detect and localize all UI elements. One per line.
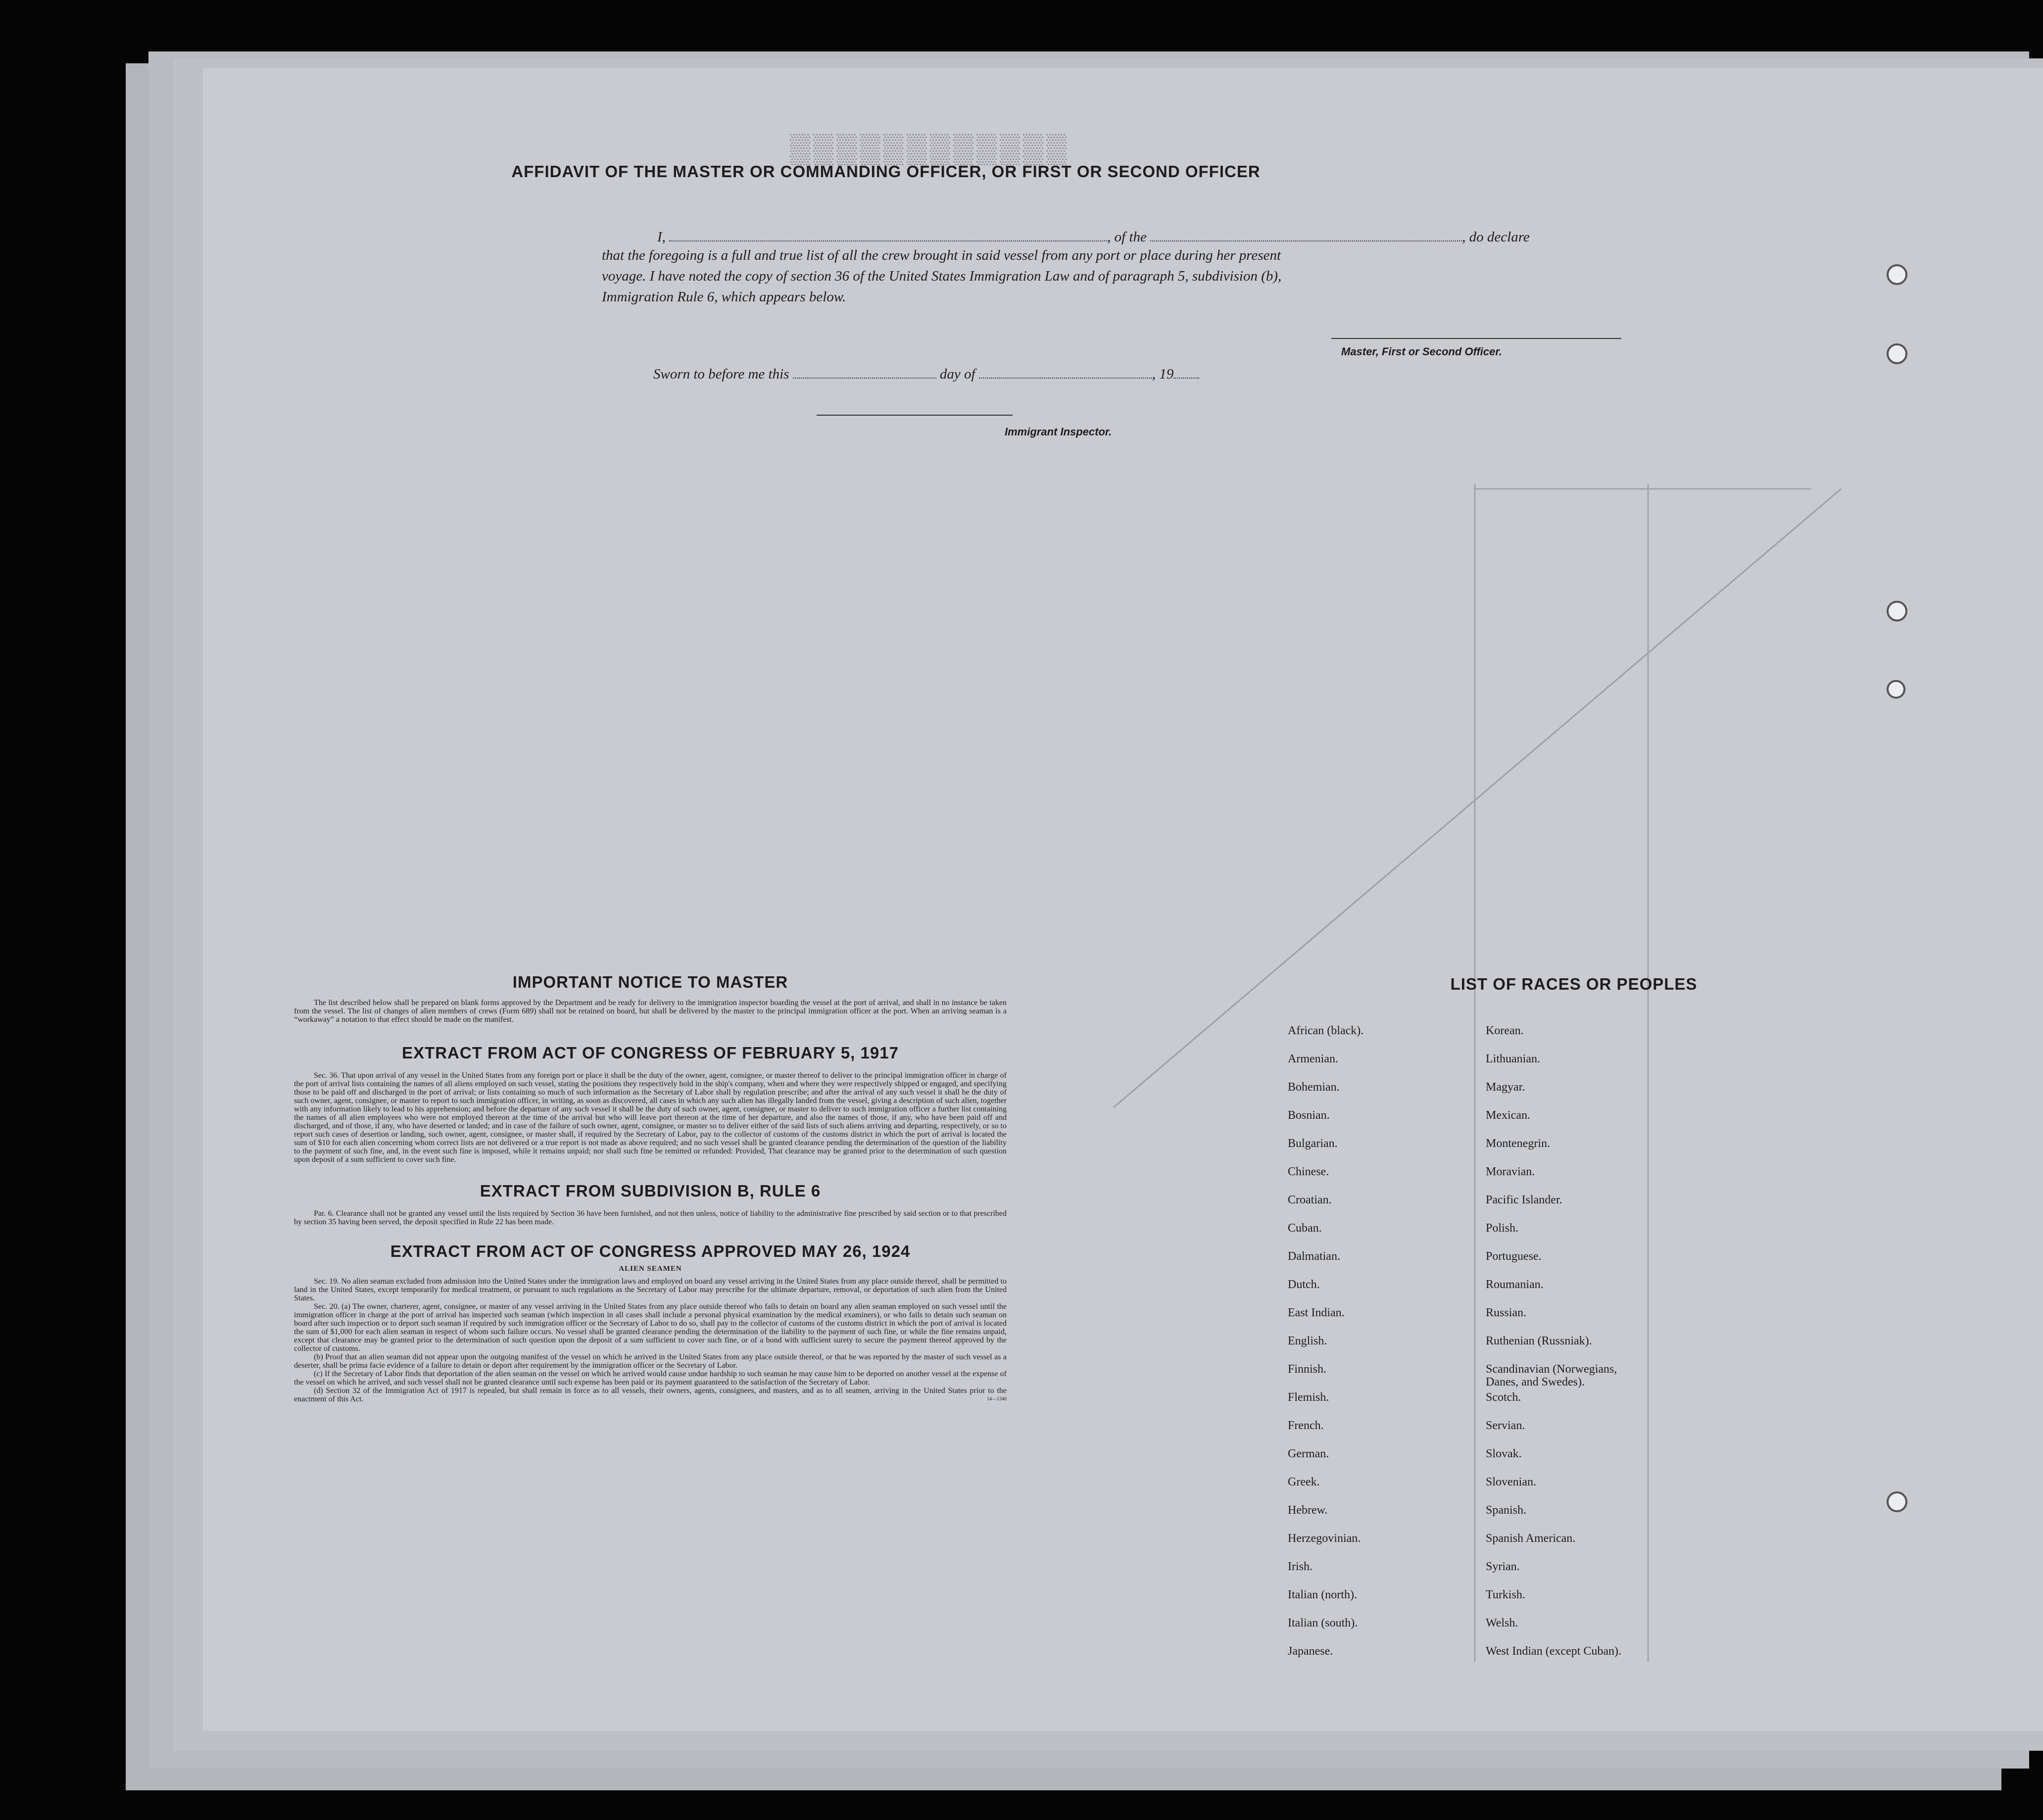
sec20c-text: (c) If the Secretary of Labor finds that deportation of the alien seaman on the vessel on which he arrived would cause undue hardship to such seaman he may cause him to be deported on another vessel at the expense of the vessel on which he arrived, and such vessel shall not be granted clearance until such expense has been paid or its payment guaranteed to the satisfaction of the Secretary of Labor. xyxy=(294,1370,1007,1387)
declarant-name-field[interactable] xyxy=(669,226,1107,241)
extract-1924-title: EXTRACT FROM ACT OF CONGRESS APPROVED MAY 26, 1924 xyxy=(390,1242,911,1260)
extract-rule6-body: Par. 6. Clearance shall not be granted any vessel until the lists required by Section 36 have been furnished, and not then unless, notice of liability to the administrative fine prescribed by said section or to that prescribed by section 35 having been served, the deposit specified in Rule 22 has been made. xyxy=(294,1209,1007,1226)
extract-1917-title: EXTRACT FROM ACT OF CONGRESS OF FEBRUARY 5, 1917 xyxy=(402,1044,899,1062)
extract-rule6-title: EXTRACT FROM SUBDIVISION B, RULE 6 xyxy=(480,1182,821,1200)
race-item: Welsh. xyxy=(1486,1617,1518,1629)
race-item: Portuguese. xyxy=(1486,1250,1542,1263)
race-item: Cuban. xyxy=(1288,1222,1322,1235)
race-item: German. xyxy=(1288,1447,1329,1460)
master-signature-label: Master, First or Second Officer. xyxy=(1341,345,1502,358)
race-item: Greek. xyxy=(1288,1476,1320,1488)
race-item: Bohemian. xyxy=(1288,1081,1340,1094)
races-column-1 xyxy=(1288,1024,1476,1673)
race-item: Bulgarian. xyxy=(1288,1137,1338,1150)
affidavit-title: AFFIDAVIT OF THE MASTER OR COMMANDING OFFICER, OR FIRST OR SECOND OFFICER xyxy=(511,162,1261,181)
form-number: 14—1340 xyxy=(987,1396,1007,1402)
do-declare-label: , do declare xyxy=(1462,229,1530,245)
race-item: Hebrew. xyxy=(1288,1504,1328,1517)
race-item: Pacific Islander. xyxy=(1486,1194,1562,1206)
race-item: East Indian. xyxy=(1288,1306,1345,1319)
race-item: Dalmatian. xyxy=(1288,1250,1340,1263)
race-item: Scandinavian (Norwegians, Danes, and Swedes). xyxy=(1486,1363,1617,1389)
race-item: Herzegovinian. xyxy=(1288,1532,1361,1545)
race-item: Scotch. xyxy=(1486,1391,1521,1404)
race-item: Korean. xyxy=(1486,1024,1524,1037)
race-item: Slovak. xyxy=(1486,1447,1522,1460)
sworn-label: Sworn to before me this xyxy=(653,366,789,382)
extract-1917-body: Sec. 36. That upon arrival of any vessel in the United States from any foreign port or place it shall be the duty of the owner, agent, consignee, or master thereof to deliver to the principal immigration officer in charge of the port of arrival lists containing the names of all aliens employed on such vessel, stating the positions they respectively hold in the ship's company, when and where they were respectively shipped or engaged, and specifying those to be paid off and discharged in the port of arrival; or lists containing so much of such information as the Secretary of Labor shall by regulation prescribe; and after the arrival of any such vessel it shall be the duty of such owner, agent, consignee, or master to report to such immigration officer, in writing, as soon as discovered, all cases in which any such alien has illegally landed from the vessel, giving a description of such alien, together with any information likely to lead to his apprehension; and before the departure of any such vessel it shall be the duty of such owner, agent, consignee, or master to deliver to such immigration officer a further list containing the names of all alien employees who were not employed thereon at the time of the arrival but who will leave port thereon at the time of her departure, and also the names of those, if any, who have been paid off and discharged, and of those, if any, who have deserted or landed; and in case of the failure of such owner, agent, consignee, or master so to deliver either of the said lists of such aliens arriving and departing, respectively, or so to report such cases of desertion or landing, such owner, agent, consignee, or master shall, if required by the Secretary of Labor, pay to the collector of customs of the customs district in which the port of arrival is located the sum of $10 for each alien concerning whom correct lists are not delivered or a true report is not made as above required; and no such vessel shall be granted clearance pending the determination of the question of the liability to the payment of such fine, and, in the event such fine is imposed, while it remains unpaid; nor shall such fine be remitted or refunded: Provided, That clearance may be granted prior to the determination of such question upon deposit of a sum sufficient to cover such fine. xyxy=(294,1071,1007,1164)
sec19-text: Sec. 19. No alien seaman excluded from admission into the United States under the immigration laws and employed on board any vessel arriving in the United States from any place outside thereof, shall be permitted to land in the United States, except temporarily for medical treatment, or pursuant to such regulations as the Secretary of Labor may prescribe for the ultimate departure, removal, or deportation of such alien from the United States. xyxy=(294,1277,1007,1302)
binder-hole xyxy=(1887,680,1905,699)
race-item: Moravian. xyxy=(1486,1165,1535,1178)
race-item: Finnish. xyxy=(1288,1363,1327,1376)
sec20b-text: (b) Proof that an alien seaman did not appear upon the outgoing manifest of the vessel on which he arrived in the United States from any place outside thereof, or that he was reported by the master of such vessel as a deserter, shall be prima facie evidence of a failure to detain or deport after requirement by the immigration officer or the Secretary of Labor. xyxy=(294,1353,1007,1370)
race-item: Italian (north). xyxy=(1288,1588,1357,1601)
race-item: Slovenian. xyxy=(1486,1476,1536,1488)
race-item: French. xyxy=(1288,1419,1324,1432)
notice-column xyxy=(294,973,1007,1403)
race-item: Italian (south). xyxy=(1288,1617,1358,1629)
bleed-through-marks xyxy=(203,68,2043,1731)
sec20d-text xyxy=(294,1387,1007,1403)
race-item: Spanish American. xyxy=(1486,1532,1576,1545)
sec20a-text: Sec. 20. (a) The owner, charterer, agent, consignee, or master of any vessel arriving in the United States from any place outside thereof who fails to detain on board any alien seaman employed on such vessel until the immigration officer in charge at the port of arrival has inspected such seaman (which inspection in all cases shall include a personal physical examination by the medical examiners), or who fails to detain such seaman on board after such inspection or to deport such seaman if required by such immigration officer or the Secretary of Labor to do so, shall pay to the collector of customs of the customs district in which the port of arrival is located the sum of $1,000 for each alien seaman in respect of whom such failure occurs. No vessel shall be granted clearance pending the determination of the liability to the payment of such fine, or while the fine remains unpaid, except that clearance may be granted prior to the determination of such question upon the deposit of a sum sufficient to cover such fine, or of a bond with sufficient surety to secure the payment thereof approved by the collector of customs. xyxy=(294,1302,1007,1353)
race-item: Croatian. xyxy=(1288,1194,1332,1206)
race-item: Flemish. xyxy=(1288,1391,1329,1404)
bleed-through-text: ▒▒▒▒▒▒▒▒▒▒▒▒ xyxy=(787,132,1067,164)
affidavit-declaration-line xyxy=(657,226,1530,245)
race-item: Irish. xyxy=(1288,1560,1313,1573)
race-item: Armenian. xyxy=(1288,1053,1338,1065)
race-item: African (black). xyxy=(1288,1024,1364,1037)
race-item: Bosnian. xyxy=(1288,1109,1330,1122)
affidavit-text-line: voyage. I have noted the copy of section 36 of the United States Immigration Law and of paragraph 5, subdivision (b), xyxy=(602,268,1282,284)
of-the-label: , of the xyxy=(1107,229,1147,245)
race-item: Syrian. xyxy=(1486,1560,1520,1573)
race-item: Magyar. xyxy=(1486,1081,1525,1094)
day-of-label: day of xyxy=(939,366,975,382)
notice-body: The list described below shall be prepared on blank forms approved by the Department and be ready for delivery to the immigration inspector boarding the vessel at the port of arrival, and shall in no instance be taken from the vessel. The list of changes of alien members of crews (Form 689) shall not be retained on board, but shall be delivered by the master to the principal immigration officer at the port. When an arriving seaman is a “workaway” a notation to that effect should be made on the manifest. xyxy=(294,999,1007,1024)
race-item: Russian. xyxy=(1486,1306,1527,1319)
race-item: West Indian (except Cuban). xyxy=(1486,1645,1621,1658)
notice-title: IMPORTANT NOTICE TO MASTER xyxy=(512,973,788,991)
vessel-name-field[interactable] xyxy=(1150,226,1462,241)
year-label: , 19 xyxy=(1152,366,1174,382)
sworn-day-field[interactable] xyxy=(793,363,936,379)
alien-seamen-subtitle: ALIEN SEAMEN xyxy=(619,1265,682,1273)
race-item: Ruthenian (Russniak). xyxy=(1486,1335,1592,1347)
race-item: Turkish. xyxy=(1486,1588,1525,1601)
affidavit-text-line: Immigration Rule 6, which appears below. xyxy=(602,289,846,305)
race-item: Lithuanian. xyxy=(1486,1053,1540,1065)
master-signature-line[interactable] xyxy=(1331,338,1621,339)
race-item: Mexican. xyxy=(1486,1109,1530,1122)
races-title: LIST OF RACES OR PEOPLES xyxy=(1450,975,1698,993)
race-item: Servian. xyxy=(1486,1419,1525,1432)
sec20d-body: (d) Section 32 of the Immigration Act of 1917 is repealed, but shall remain in force as to all vessels, their owners, agents, consignees, and masters, and as to all seamen, arriving in the United States prior to the enactment of this Act. xyxy=(294,1387,1007,1403)
document-page xyxy=(203,68,2043,1731)
binder-hole xyxy=(1887,1491,1907,1512)
declarant-label: I, xyxy=(657,229,666,245)
race-item: Dutch. xyxy=(1288,1278,1320,1291)
binder-hole xyxy=(1887,264,1907,285)
race-item: Japanese. xyxy=(1288,1645,1333,1658)
inspector-signature-line[interactable] xyxy=(817,415,1013,416)
binder-hole xyxy=(1887,343,1907,364)
race-item: Polish. xyxy=(1486,1222,1519,1235)
sworn-year-field[interactable] xyxy=(1173,363,1199,379)
race-item: Spanish. xyxy=(1486,1504,1527,1517)
inspector-signature-label: Immigrant Inspector. xyxy=(1005,426,1112,438)
race-item: Montenegrin. xyxy=(1486,1137,1550,1150)
race-item: Chinese. xyxy=(1288,1165,1329,1178)
sworn-month-field[interactable] xyxy=(979,363,1152,379)
binder-hole xyxy=(1887,601,1907,622)
affidavit-text-line: that the foregoing is a full and true list of all the crew brought in said vessel from any port or place during her present xyxy=(602,247,1281,263)
race-item: Roumanian. xyxy=(1486,1278,1544,1291)
sworn-line xyxy=(653,363,1199,383)
races-column-2 xyxy=(1486,1024,1713,1673)
race-item: English. xyxy=(1288,1335,1327,1347)
